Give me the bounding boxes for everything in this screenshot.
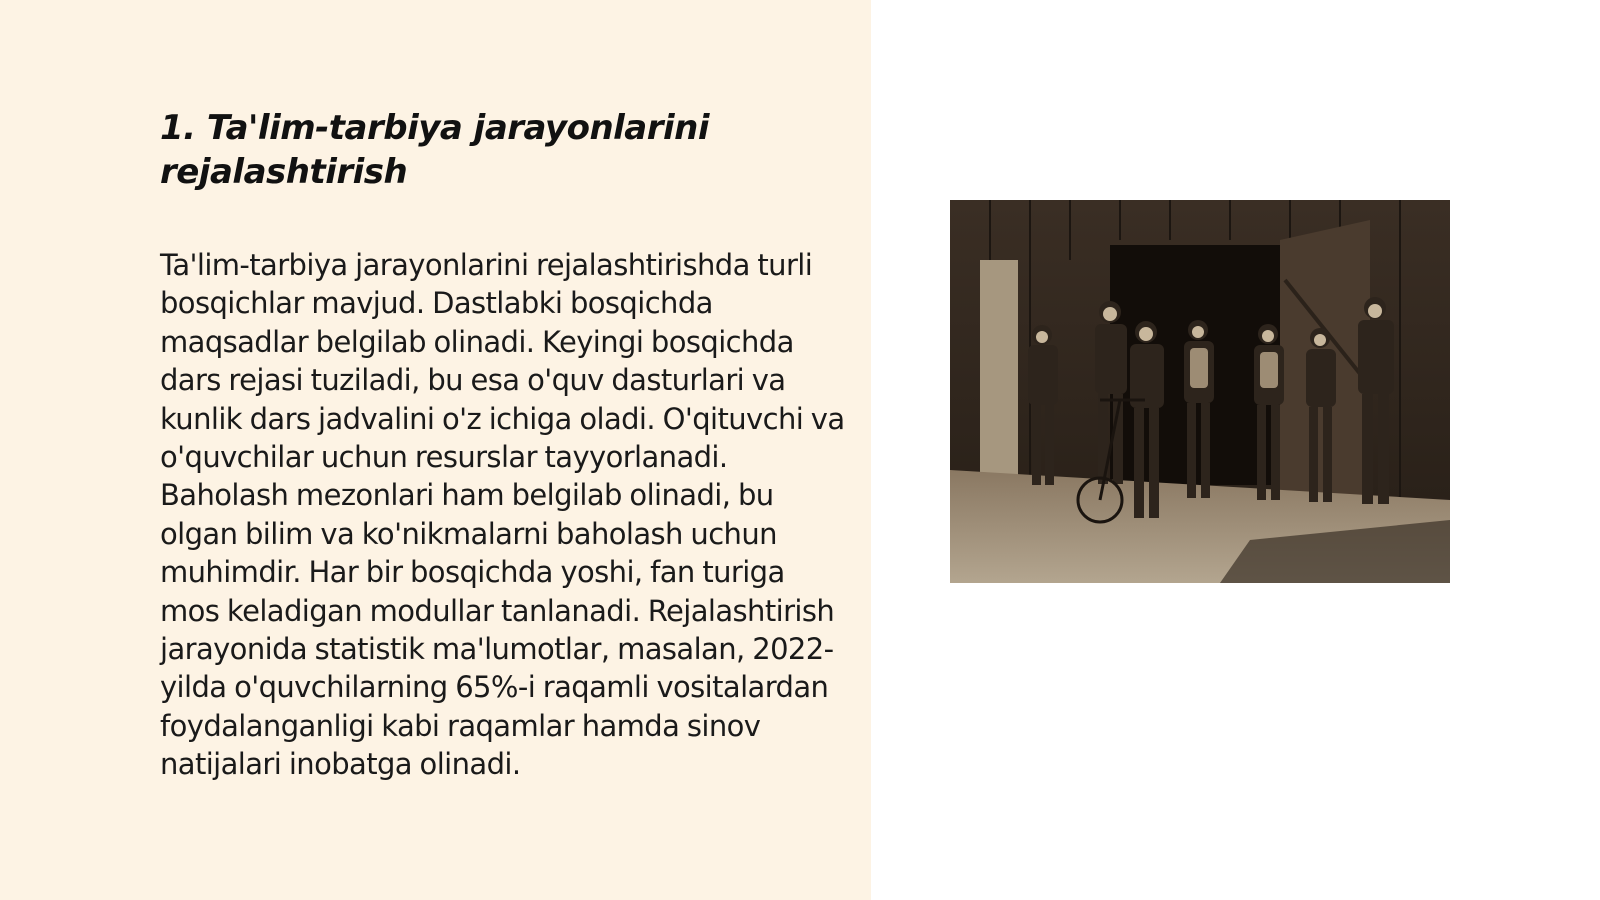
slide-title: 1. Ta'lim-tarbiya jarayonlarini rejalashtirish [160, 108, 710, 192]
photo-illustration [950, 200, 1450, 583]
slide-body-text: Ta'lim-tarbiya jarayonlarini rejalashtirishda turli bosqichlar mavjud. Dastlabki bosqichda maqsadlar belgilab olinadi. Keyingi bosqichda dars rejasi tuziladi, bu esa o'quv dasturlari va kunlik dars jadvalini o'z ichiga oladi. O'qituvchi va o'quvchilar uchun resurslar tayyorlanadi. Baholash mezonlari ham belgilab olinadi, bu olgan bilim va ko'nikmalarni baholash uchun muhimdir. Har bir bosqichda yoshi, fan turiga mos keladigan modullar tanlanadi. Rejalashtirish jarayonida statistik ma'lumotlar, masalan, 2022-yilda o'quvchilarning 65%-i raqamli vositalardan foydalanganligi kabi raqamlar hamda sinov natijalari inobatga olinadi. [160, 248, 845, 782]
sepia-group-photo [950, 200, 1450, 583]
